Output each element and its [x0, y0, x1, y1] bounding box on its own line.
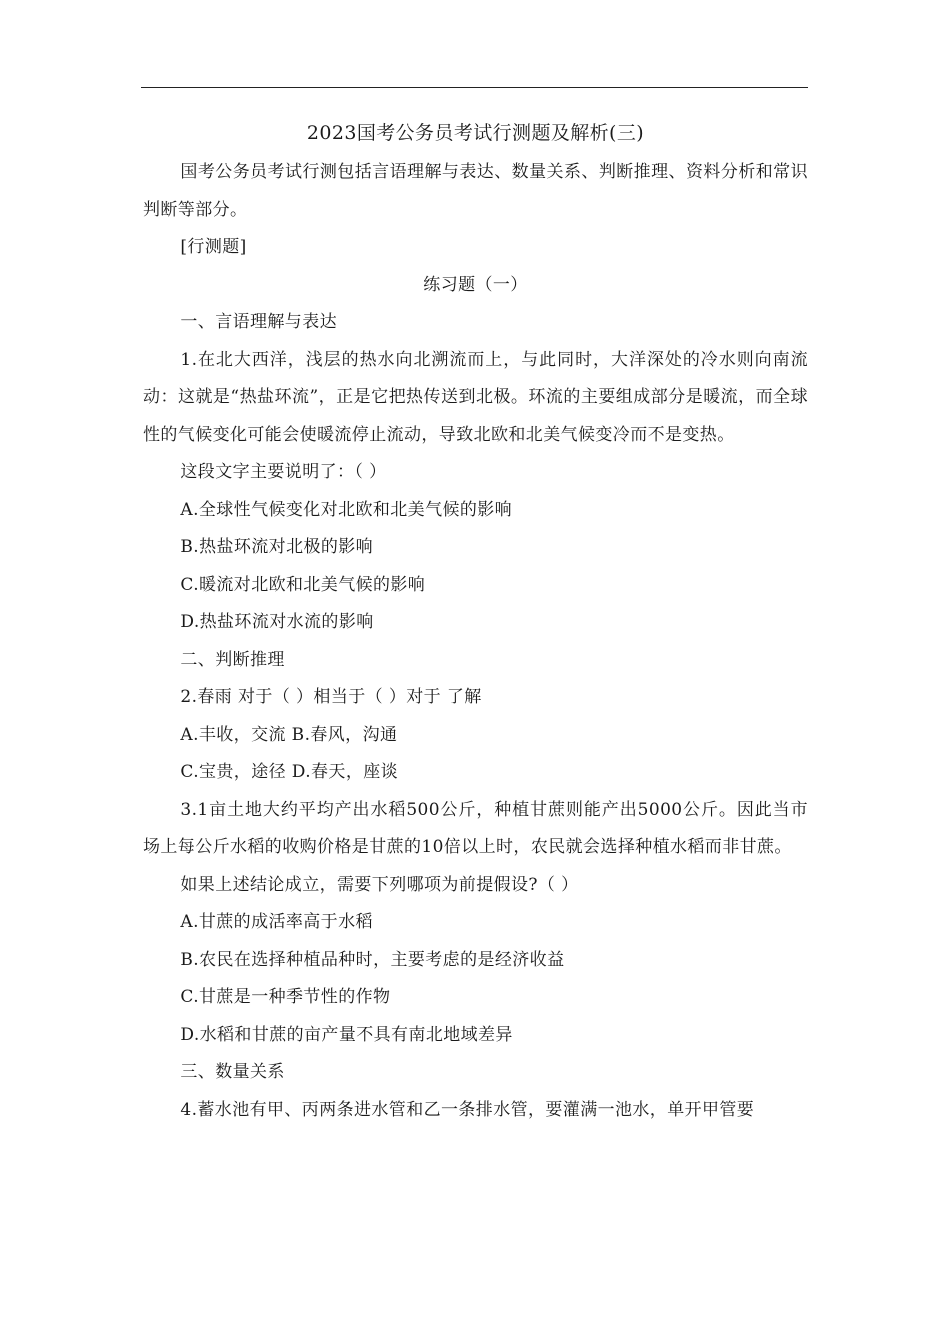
- answer-option: B.热盐环流对北极的影响: [180, 537, 374, 557]
- header-rule: [141, 87, 808, 88]
- section-heading: 二、判断推理: [180, 649, 285, 670]
- document-title: 2023国考公务员考试行测题及解析(三): [306, 122, 645, 144]
- section-tag: [行测题]: [180, 237, 247, 257]
- question-prompt: 这段文字主要说明了：（ ）: [180, 462, 387, 482]
- question-text: 2.春雨 对于（ ）相当于（ ）对于 了解: [180, 687, 482, 707]
- answer-option: A.全球性气候变化对北欧和北美气候的影响: [180, 499, 513, 520]
- question-text: 3.1亩土地大约平均产出水稻500公斤，种植甘蔗则能产出5000公斤。因此当市场上每公斤水稻的收购价格是甘蔗的10倍以上时，农民就会选择种植水稻而非甘蔗。: [143, 799, 808, 857]
- section-heading: 一、言语理解与表达: [180, 312, 337, 332]
- answer-option: D.热盐环流对水流的影响: [180, 612, 374, 632]
- answer-option: B.农民在选择种植品种时，主要考虑的是经济收益: [180, 949, 565, 970]
- answer-option: D.水稻和甘蔗的亩产量不具有南北地域差异: [180, 1024, 513, 1045]
- question-text: 4.蓄水池有甲、丙两条进水管和乙一条排水管，要灌满一池水，单开甲管要: [180, 1099, 755, 1120]
- document-body: [143, 112, 808, 1129]
- answer-option: A.丰收，交流 B.春风，沟通: [180, 724, 398, 745]
- answer-option: C.甘蔗是一种季节性的作物: [180, 987, 391, 1007]
- intro-paragraph: 国考公务员考试行测包括言语理解与表达、数量关系、判断推理、资料分析和常识判断等部分。: [143, 162, 808, 220]
- practice-title: 练习题（一）: [423, 274, 528, 295]
- section-heading: 三、数量关系: [180, 1062, 285, 1082]
- question-prompt: 如果上述结论成立，需要下列哪项为前提假设?（ ）: [180, 874, 579, 895]
- answer-option: A.甘蔗的成活率高于水稻: [180, 912, 373, 932]
- answer-option: C.暖流对北欧和北美气候的影响: [180, 574, 426, 595]
- answer-option: C.宝贵，途径 D.春天，座谈: [180, 762, 399, 782]
- question-text: 1.在北大西洋，浅层的热水向北溯流而上，与此同时，大洋深处的冷水则向南流动：这就是“热盐环流”，正是它把热传送到北极。环流的主要组成部分是暖流，而全球性的气候变化可能会使暖流停止流动，导致北欧和北美气候变冷而不是变热。: [143, 349, 808, 445]
